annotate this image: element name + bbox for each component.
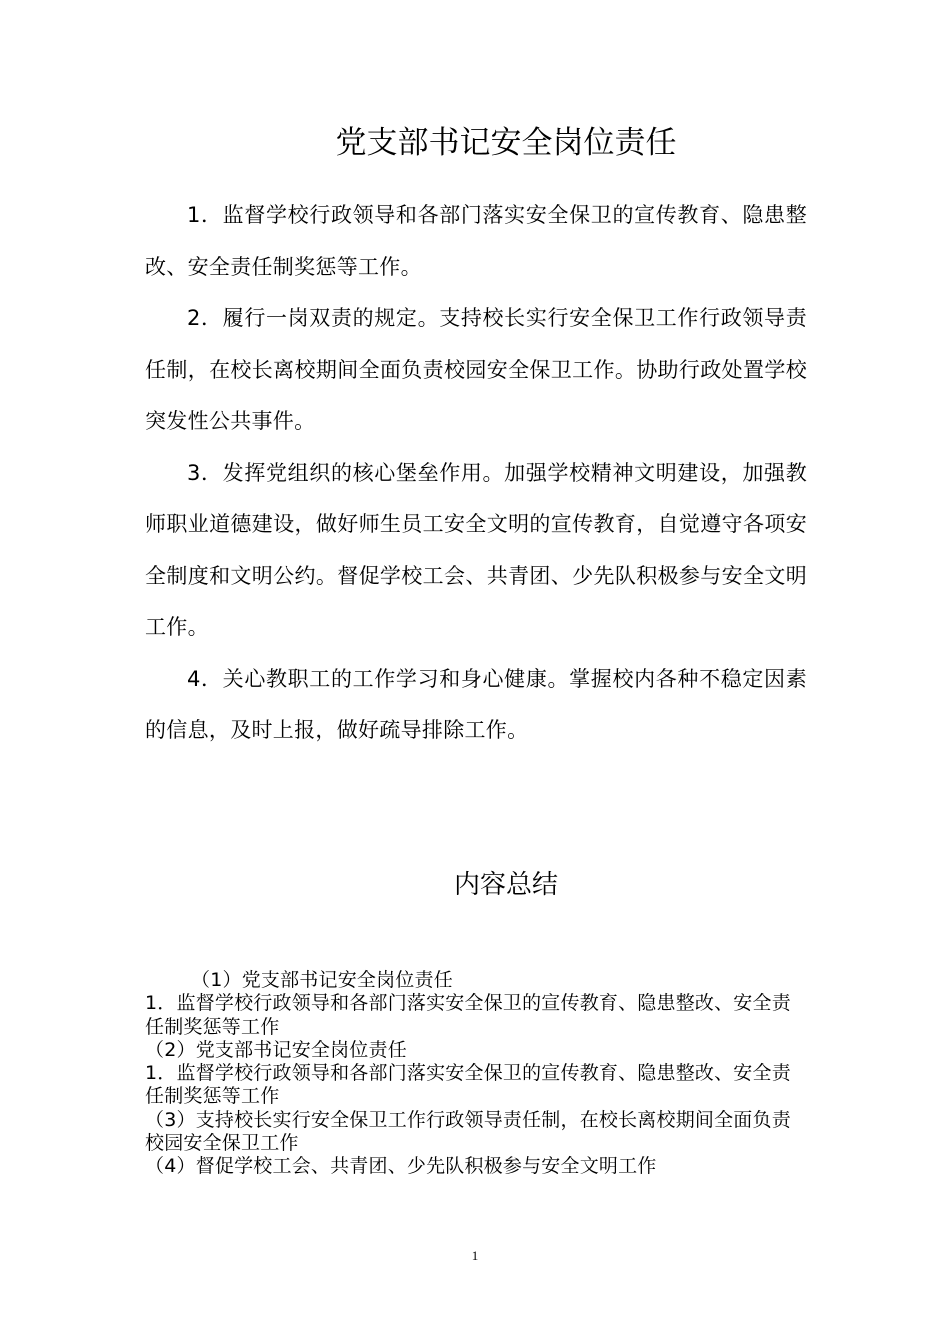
summary-list xyxy=(145,969,807,1179)
summary-line-3: （2）党支部书记安全岗位责任 xyxy=(145,1038,407,1061)
summary-line-4: 1．监督学校行政领导和各部门落实安全保卫的宣传教育、隐患整改、安全责任制奖惩等工作 xyxy=(145,1062,791,1108)
page-number: 1 xyxy=(471,1248,479,1263)
document-title: 党支部书记安全岗位责任 xyxy=(335,125,677,161)
summary-line-2: 1．监督学校行政领导和各部门落实安全保卫的宣传教育、隐患整改、安全责任制奖惩等工作 xyxy=(145,992,791,1038)
paragraph-3: 3．发挥党组织的核心堡垒作用。加强学校精神文明建设，加强教师职业道德建设，做好师生员工安全文明的宣传教育，自觉遵守各项安全制度和文明公约。督促学校工会、共青团、少先队积极参与安全文明工作。 xyxy=(145,460,807,639)
summary-line-6: （4）督促学校工会、共青团、少先队积极参与安全文明工作 xyxy=(145,1155,657,1178)
paragraph-1: 1．监督学校行政领导和各部门落实安全保卫的宣传教育、隐患整改、安全责任制奖惩等工作。 xyxy=(145,203,807,279)
summary-line-1: （1）党支部书记安全岗位责任 xyxy=(191,969,453,991)
document-body xyxy=(145,190,807,757)
summary-line-5: （3）支持校长实行安全保卫工作行政领导责任制，在校长离校期间全面负责校园安全保卫工作 xyxy=(145,1108,791,1155)
paragraph-2: 2．履行一岗双责的规定。支持校长实行安全保卫工作行政领导责任制，在校长离校期间全面负责校园安全保卫工作。协助行政处置学校突发性公共事件。 xyxy=(145,306,807,433)
summary-title: 内容总结 xyxy=(453,870,558,900)
paragraph-4: 4．关心教职工的工作学习和身心健康。掌握校内各种不稳定因素的信息，及时上报，做好疏导排除工作。 xyxy=(145,666,807,742)
